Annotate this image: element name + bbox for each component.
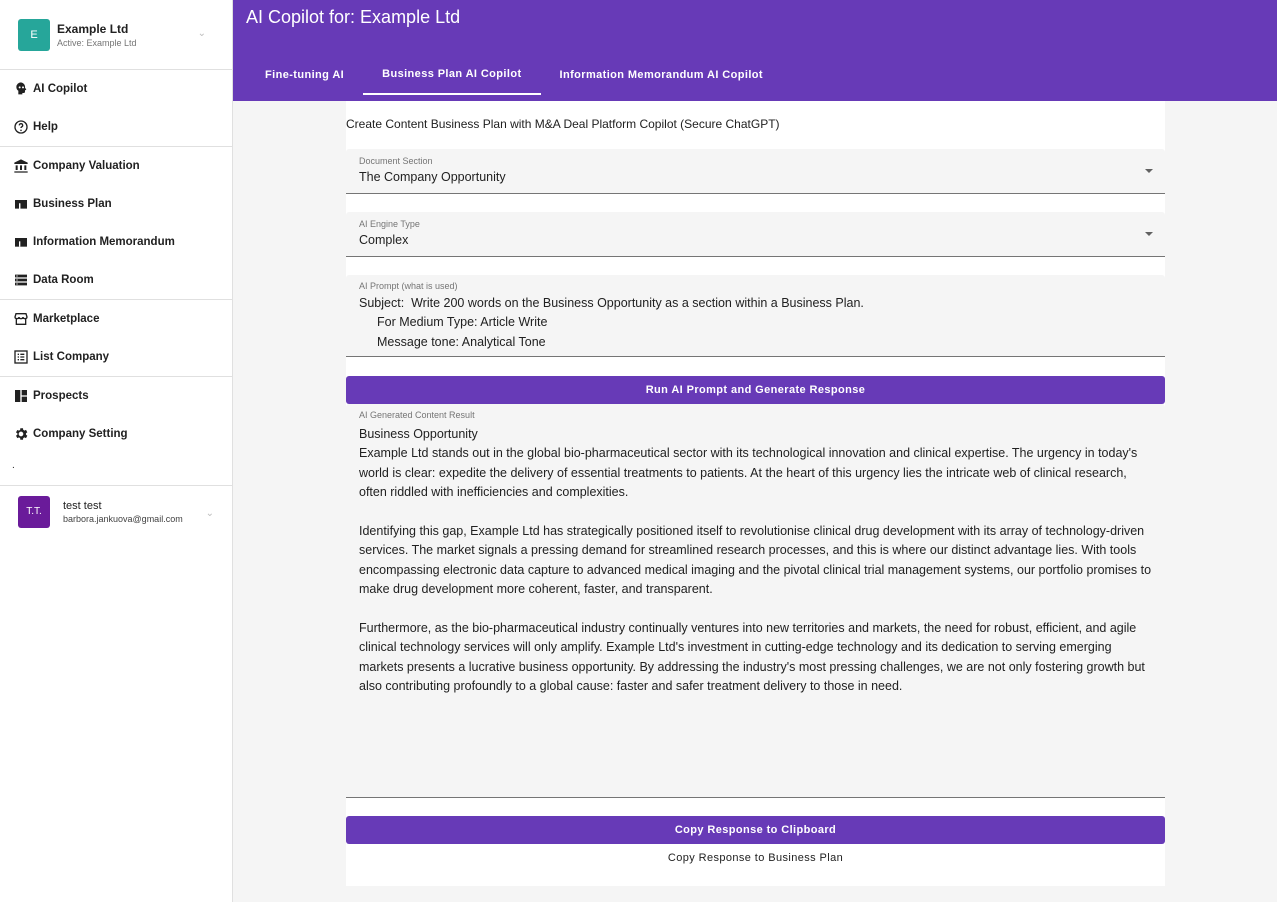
document-section-select[interactable]	[346, 149, 1165, 194]
sidebar-item-label: Company Setting	[33, 428, 128, 440]
sidebar	[0, 0, 233, 902]
list-icon	[13, 349, 29, 365]
company-active: Active: Example Ltd	[57, 37, 137, 48]
sidebar-item-company-setting[interactable]	[0, 415, 232, 453]
user-menu[interactable]	[0, 485, 232, 537]
dropdown-arrow-icon	[1145, 232, 1153, 236]
help-circle-icon	[13, 119, 29, 135]
chevron-down-icon[interactable]: ⌄	[197, 28, 206, 39]
sidebar-item-prospects[interactable]	[0, 377, 232, 415]
tab-fine-tuning-ai[interactable]: Fine-tuning AI	[265, 68, 345, 81]
result-paragraph: Identifying this gap, Example Ltd has strategically positioned itself to revolutionise clinical drug development with its array of technology-driven services. The market signals a pressing demand for streamlined research processes, and this is where our distinct advantage lies. With tools encompassing electronic data capture to advanced medical imaging and the pivotal clinical trial management systems, our portfolio promises to make drug development more coherent, faster, and transparent.	[359, 524, 1152, 597]
result-heading: Business Opportunity	[359, 427, 478, 441]
sidebar-item-label: AI Copilot	[33, 83, 88, 95]
sidebar-item-business-plan[interactable]	[0, 185, 232, 223]
user-name: test test	[63, 499, 102, 512]
prompt-line: Subject: Write 200 words on the Business Opportunity as a section within a Business Plan.	[359, 296, 864, 310]
tab-bar	[246, 54, 782, 95]
sidebar-item-label: Business Plan	[33, 198, 112, 210]
company-avatar: E	[18, 19, 50, 51]
copilot-card	[346, 101, 1165, 886]
prompt-line: Message tone: Analytical Tone	[377, 335, 546, 349]
sidebar-item-ai-copilot[interactable]	[0, 70, 232, 108]
sidebar-item-label: Company Valuation	[33, 160, 140, 172]
storefront-icon	[13, 311, 29, 327]
server-icon	[13, 272, 29, 288]
ai-engine-type-value: Complex	[359, 233, 409, 247]
result-paragraph: Example Ltd stands out in the global bio-pharmaceutical sector with its technological innovation and clinical expertise. The urgency in today's world is clear: expedite the delivery of essential treatments to patients. At the heart of this urgency lies the intricate web of clinical research, often riddled with inefficiencies and complexities.	[359, 446, 1138, 500]
intro-text: Create Content Business Plan with M&A Deal Platform Copilot (Secure ChatGPT)	[346, 117, 780, 131]
sidebar-item-label: Prospects	[33, 390, 89, 402]
page-title: AI Copilot for: Example Ltd	[246, 7, 461, 27]
sidebar-item-label: Information Memorandum	[33, 236, 175, 248]
ai-result-content	[359, 425, 1155, 716]
ai-prompt-textarea[interactable]	[346, 275, 1165, 357]
business-plan-icon	[13, 196, 29, 212]
sidebar-dot: .	[12, 459, 15, 471]
dashboard-icon	[13, 388, 29, 404]
sidebar-item-label: List Company	[33, 351, 110, 363]
chevron-down-icon[interactable]: ⌄	[205, 508, 214, 519]
run-prompt-button[interactable]: Run AI Prompt and Generate Response	[346, 376, 1165, 404]
bank-icon	[13, 158, 29, 174]
sidebar-item-company-valuation[interactable]	[0, 147, 232, 185]
document-section-value: The Company Opportunity	[359, 170, 506, 184]
copy-to-clipboard-button[interactable]: Copy Response to Clipboard	[346, 816, 1165, 844]
sidebar-item-label: Help	[33, 121, 58, 133]
ai-result-label: AI Generated Content Result	[359, 410, 475, 420]
sidebar-item-label: Marketplace	[33, 313, 100, 325]
sidebar-item-marketplace[interactable]	[0, 300, 232, 338]
ai-engine-type-label: AI Engine Type	[359, 219, 420, 229]
sidebar-item-information-memorandum[interactable]	[0, 223, 232, 261]
gear-icon	[13, 426, 29, 442]
memorandum-icon	[13, 234, 29, 250]
prompt-line: For Medium Type: Article Write	[377, 315, 548, 329]
dropdown-arrow-icon	[1145, 169, 1153, 173]
sidebar-item-list-company[interactable]	[0, 338, 232, 376]
document-section-label: Document Section	[359, 156, 433, 166]
copy-to-business-plan-button[interactable]: Copy Response to Business Plan	[667, 852, 844, 864]
result-paragraph: Furthermore, as the bio-pharmaceutical industry continually ventures into new territories and markets, the need for robust, efficient, and agile clinical technology services will only amplify. Example Ltd's investment in cutting-edge technology and its dedication to serving emerging markets presents a lucrative business opportunity. By addressing the industry's most pressing challenges, we are not only fostering growth but also contributing profoundly to a global cause: faster and safer treatment delivery to those in need.	[359, 621, 1145, 694]
app-header	[233, 0, 1277, 101]
user-email: barbora.jankuova@gmail.com	[63, 513, 183, 524]
ai-engine-type-select[interactable]	[346, 212, 1165, 257]
robot-head-icon	[13, 81, 29, 97]
tab-information-memorandum-ai-copilot[interactable]: Information Memorandum AI Copilot	[559, 68, 763, 81]
company-switcher[interactable]	[0, 0, 232, 70]
sidebar-item-data-room[interactable]	[0, 261, 232, 299]
sidebar-item-help[interactable]	[0, 108, 232, 146]
sidebar-item-label: Data Room	[33, 274, 94, 286]
avatar: T.T.	[18, 496, 50, 528]
tab-business-plan-ai-copilot[interactable]: Business Plan AI Copilot	[363, 54, 540, 95]
ai-prompt-label: AI Prompt (what is used)	[359, 281, 458, 291]
company-name: Example Ltd	[57, 21, 129, 36]
